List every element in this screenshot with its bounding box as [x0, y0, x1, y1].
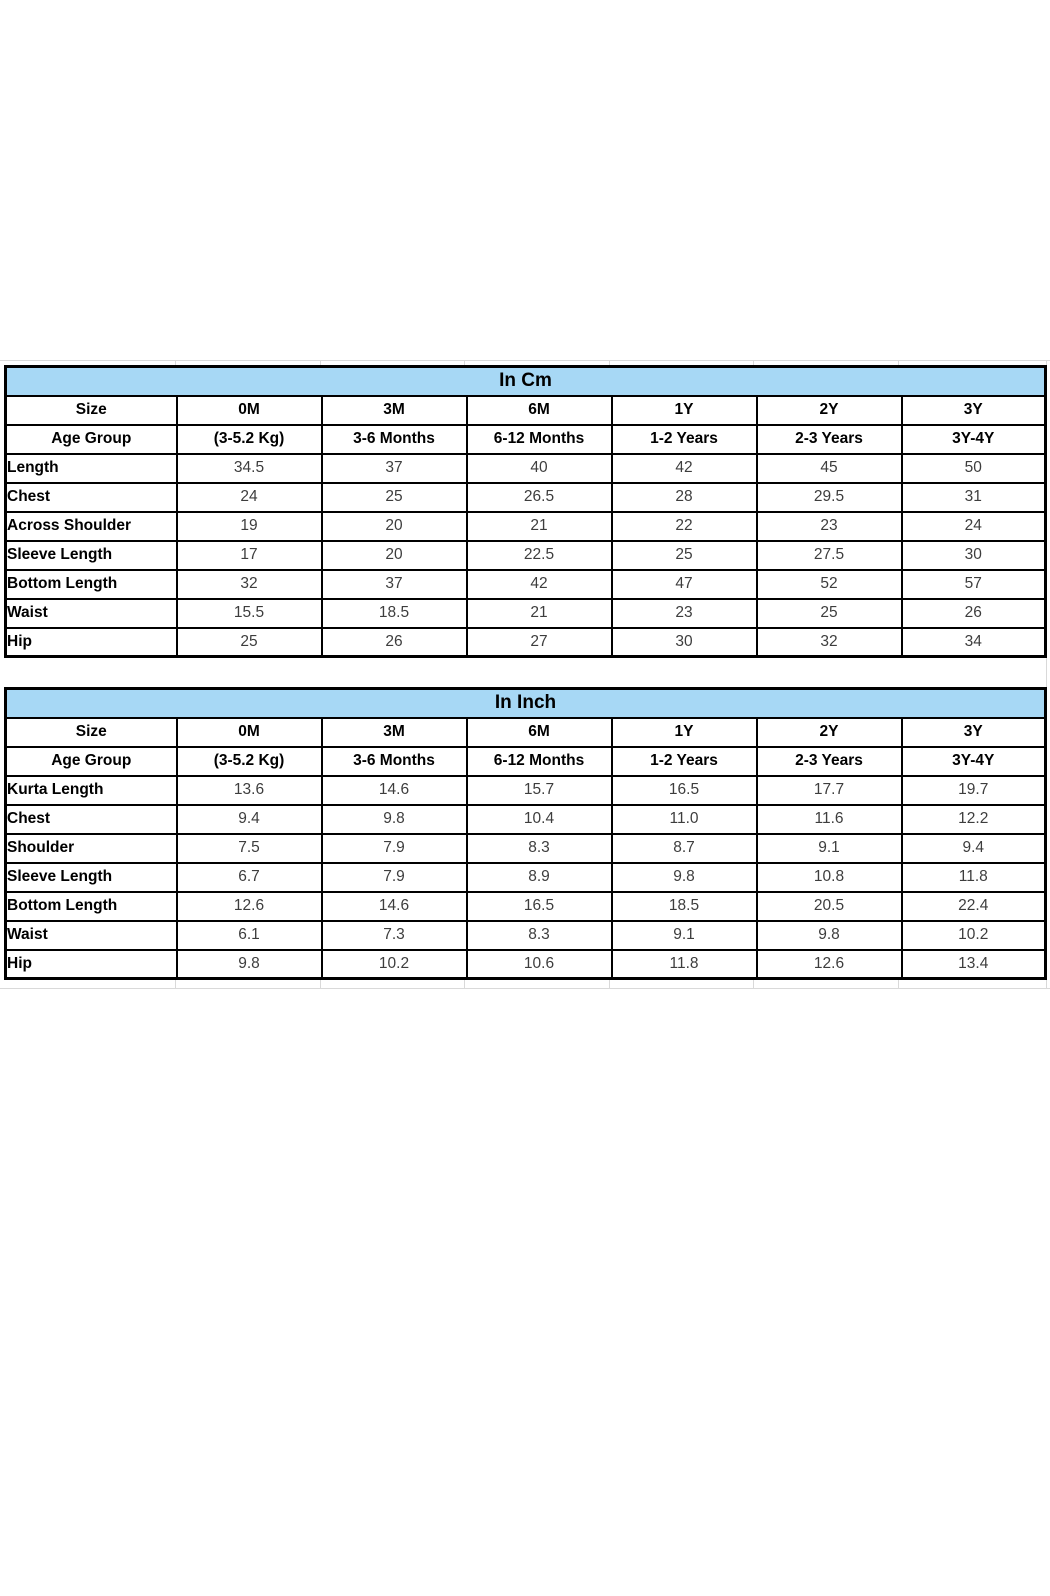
measurement-value: 10.2 — [322, 950, 467, 979]
measurement-row — [6, 512, 1046, 541]
measurement-value: 9.1 — [612, 921, 757, 950]
measurement-row — [6, 541, 1046, 570]
measurement-label: Chest — [6, 805, 177, 834]
measurement-value: 24 — [902, 512, 1046, 541]
measurement-value: 25 — [612, 541, 757, 570]
age-group-cell: 3-6 Months — [322, 425, 467, 454]
age-group-cell: 3Y-4Y — [902, 425, 1046, 454]
age-row-label: Age Group — [6, 747, 177, 776]
measurement-label: Bottom Length — [6, 892, 177, 921]
measurement-value: 18.5 — [612, 892, 757, 921]
measurement-value: 21 — [467, 512, 612, 541]
measurement-value: 20.5 — [757, 892, 902, 921]
measurement-value: 9.4 — [902, 834, 1046, 863]
measurement-row — [6, 892, 1046, 921]
measurement-value: 7.3 — [322, 921, 467, 950]
measurement-label: Length — [6, 454, 177, 483]
age-group-cell: 3-6 Months — [322, 747, 467, 776]
measurement-value: 52 — [757, 570, 902, 599]
measurement-value: 25 — [322, 483, 467, 512]
measurement-value: 8.3 — [467, 921, 612, 950]
measurement-value: 23 — [757, 512, 902, 541]
size-header-cell: 1Y — [612, 396, 757, 425]
measurement-value: 28 — [612, 483, 757, 512]
size-header-row — [6, 396, 1046, 425]
measurement-value: 31 — [902, 483, 1046, 512]
measurement-value: 9.4 — [177, 805, 322, 834]
measurement-row — [6, 628, 1046, 657]
measurement-label: Waist — [6, 599, 177, 628]
measurement-value: 11.6 — [757, 805, 902, 834]
measurement-row — [6, 570, 1046, 599]
measurement-value: 17 — [177, 541, 322, 570]
measurement-value: 7.9 — [322, 863, 467, 892]
measurement-value: 22 — [612, 512, 757, 541]
measurement-value: 17.7 — [757, 776, 902, 805]
measurement-row — [6, 950, 1046, 979]
measurement-row — [6, 454, 1046, 483]
table-title-row — [6, 367, 1046, 396]
measurement-value: 15.7 — [467, 776, 612, 805]
measurement-value: 22.5 — [467, 541, 612, 570]
measurement-value: 57 — [902, 570, 1046, 599]
size-header-cell: 2Y — [757, 718, 902, 747]
measurement-value: 19 — [177, 512, 322, 541]
age-group-cell: 1-2 Years — [612, 747, 757, 776]
size-header-cell: 0M — [177, 718, 322, 747]
measurement-value: 9.1 — [757, 834, 902, 863]
measurement-value: 29.5 — [757, 483, 902, 512]
table-title-row — [6, 689, 1046, 718]
measurement-value: 11.8 — [612, 950, 757, 979]
measurement-value: 45 — [757, 454, 902, 483]
measurement-label: Chest — [6, 483, 177, 512]
age-group-row — [6, 747, 1046, 776]
measurement-row — [6, 483, 1046, 512]
size-header-cell: 1Y — [612, 718, 757, 747]
size-header-cell: 3M — [322, 718, 467, 747]
size-header-cell: 3M — [322, 396, 467, 425]
age-group-cell: 3Y-4Y — [902, 747, 1046, 776]
size-header-cell: 0M — [177, 396, 322, 425]
measurement-value: 24 — [177, 483, 322, 512]
measurement-value: 23 — [612, 599, 757, 628]
measurement-value: 40 — [467, 454, 612, 483]
measurement-value: 19.7 — [902, 776, 1046, 805]
measurement-value: 42 — [467, 570, 612, 599]
inch-size-chart-table — [4, 687, 1047, 980]
measurement-value: 50 — [902, 454, 1046, 483]
cm-size-chart-table — [4, 365, 1047, 658]
size-header-cell: 3Y — [902, 396, 1046, 425]
age-group-cell: 1-2 Years — [612, 425, 757, 454]
measurement-label: Sleeve Length — [6, 863, 177, 892]
table-title: In Cm — [6, 367, 1046, 396]
measurement-value: 14.6 — [322, 892, 467, 921]
measurement-value: 26 — [322, 628, 467, 657]
measurement-value: 37 — [322, 454, 467, 483]
cm-size-chart-section — [4, 365, 1044, 658]
measurement-value: 12.2 — [902, 805, 1046, 834]
measurement-value: 15.5 — [177, 599, 322, 628]
measurement-value: 11.0 — [612, 805, 757, 834]
sheet-gridline-stub — [898, 979, 899, 988]
measurement-value: 9.8 — [757, 921, 902, 950]
measurement-value: 6.1 — [177, 921, 322, 950]
measurement-value: 30 — [612, 628, 757, 657]
measurement-row — [6, 921, 1046, 950]
sheet-gridline-horizontal-bottom — [0, 988, 1050, 989]
measurement-value: 9.8 — [322, 805, 467, 834]
measurement-label: Hip — [6, 950, 177, 979]
measurement-row — [6, 805, 1046, 834]
measurement-value: 34 — [902, 628, 1046, 657]
measurement-value: 37 — [322, 570, 467, 599]
age-group-cell: 6-12 Months — [467, 747, 612, 776]
measurement-row — [6, 599, 1046, 628]
measurement-value: 9.8 — [177, 950, 322, 979]
measurement-row — [6, 863, 1046, 892]
measurement-label: Across Shoulder — [6, 512, 177, 541]
size-header-cell: 6M — [467, 718, 612, 747]
sheet-gridline-stub — [175, 979, 176, 988]
measurement-label: Waist — [6, 921, 177, 950]
size-header-row — [6, 718, 1046, 747]
measurement-row — [6, 776, 1046, 805]
measurement-value: 16.5 — [467, 892, 612, 921]
measurement-value: 32 — [177, 570, 322, 599]
size-row-label: Size — [6, 718, 177, 747]
age-row-label: Age Group — [6, 425, 177, 454]
measurement-value: 42 — [612, 454, 757, 483]
measurement-value: 27 — [467, 628, 612, 657]
measurement-row — [6, 834, 1046, 863]
measurement-value: 9.8 — [612, 863, 757, 892]
measurement-value: 7.5 — [177, 834, 322, 863]
measurement-value: 13.6 — [177, 776, 322, 805]
size-row-label: Size — [6, 396, 177, 425]
measurement-value: 26.5 — [467, 483, 612, 512]
measurement-value: 20 — [322, 541, 467, 570]
measurement-value: 12.6 — [757, 950, 902, 979]
measurement-value: 26 — [902, 599, 1046, 628]
sheet-gridline-stub — [320, 979, 321, 988]
measurement-value: 6.7 — [177, 863, 322, 892]
inch-size-chart-section — [4, 687, 1044, 980]
age-group-cell: (3-5.2 Kg) — [177, 425, 322, 454]
sheet-gridline-horizontal-top — [0, 360, 1050, 361]
age-group-cell: 6-12 Months — [467, 425, 612, 454]
measurement-value: 12.6 — [177, 892, 322, 921]
measurement-value: 27.5 — [757, 541, 902, 570]
measurement-label: Sleeve Length — [6, 541, 177, 570]
sheet-gridline-stub — [753, 979, 754, 988]
measurement-value: 10.6 — [467, 950, 612, 979]
measurement-value: 34.5 — [177, 454, 322, 483]
sheet-gridline-stub — [609, 979, 610, 988]
size-header-cell: 2Y — [757, 396, 902, 425]
sheet-gridline-stub — [464, 979, 465, 988]
measurement-value: 21 — [467, 599, 612, 628]
measurement-value: 10.2 — [902, 921, 1046, 950]
age-group-cell: 2-3 Years — [757, 747, 902, 776]
measurement-value: 25 — [757, 599, 902, 628]
measurement-value: 8.3 — [467, 834, 612, 863]
size-header-cell: 6M — [467, 396, 612, 425]
measurement-value: 22.4 — [902, 892, 1046, 921]
measurement-value: 16.5 — [612, 776, 757, 805]
age-group-cell: 2-3 Years — [757, 425, 902, 454]
measurement-value: 30 — [902, 541, 1046, 570]
measurement-value: 8.7 — [612, 834, 757, 863]
measurement-label: Bottom Length — [6, 570, 177, 599]
measurement-label: Shoulder — [6, 834, 177, 863]
measurement-value: 13.4 — [902, 950, 1046, 979]
measurement-value: 18.5 — [322, 599, 467, 628]
measurement-label: Hip — [6, 628, 177, 657]
measurement-value: 47 — [612, 570, 757, 599]
measurement-value: 7.9 — [322, 834, 467, 863]
measurement-value: 8.9 — [467, 863, 612, 892]
measurement-value: 32 — [757, 628, 902, 657]
measurement-value: 20 — [322, 512, 467, 541]
measurement-value: 11.8 — [902, 863, 1046, 892]
measurement-label: Kurta Length — [6, 776, 177, 805]
measurement-value: 25 — [177, 628, 322, 657]
size-header-cell: 3Y — [902, 718, 1046, 747]
measurement-value: 14.6 — [322, 776, 467, 805]
measurement-value: 10.8 — [757, 863, 902, 892]
measurement-value: 10.4 — [467, 805, 612, 834]
table-title: In Inch — [6, 689, 1046, 718]
age-group-cell: (3-5.2 Kg) — [177, 747, 322, 776]
age-group-row — [6, 425, 1046, 454]
